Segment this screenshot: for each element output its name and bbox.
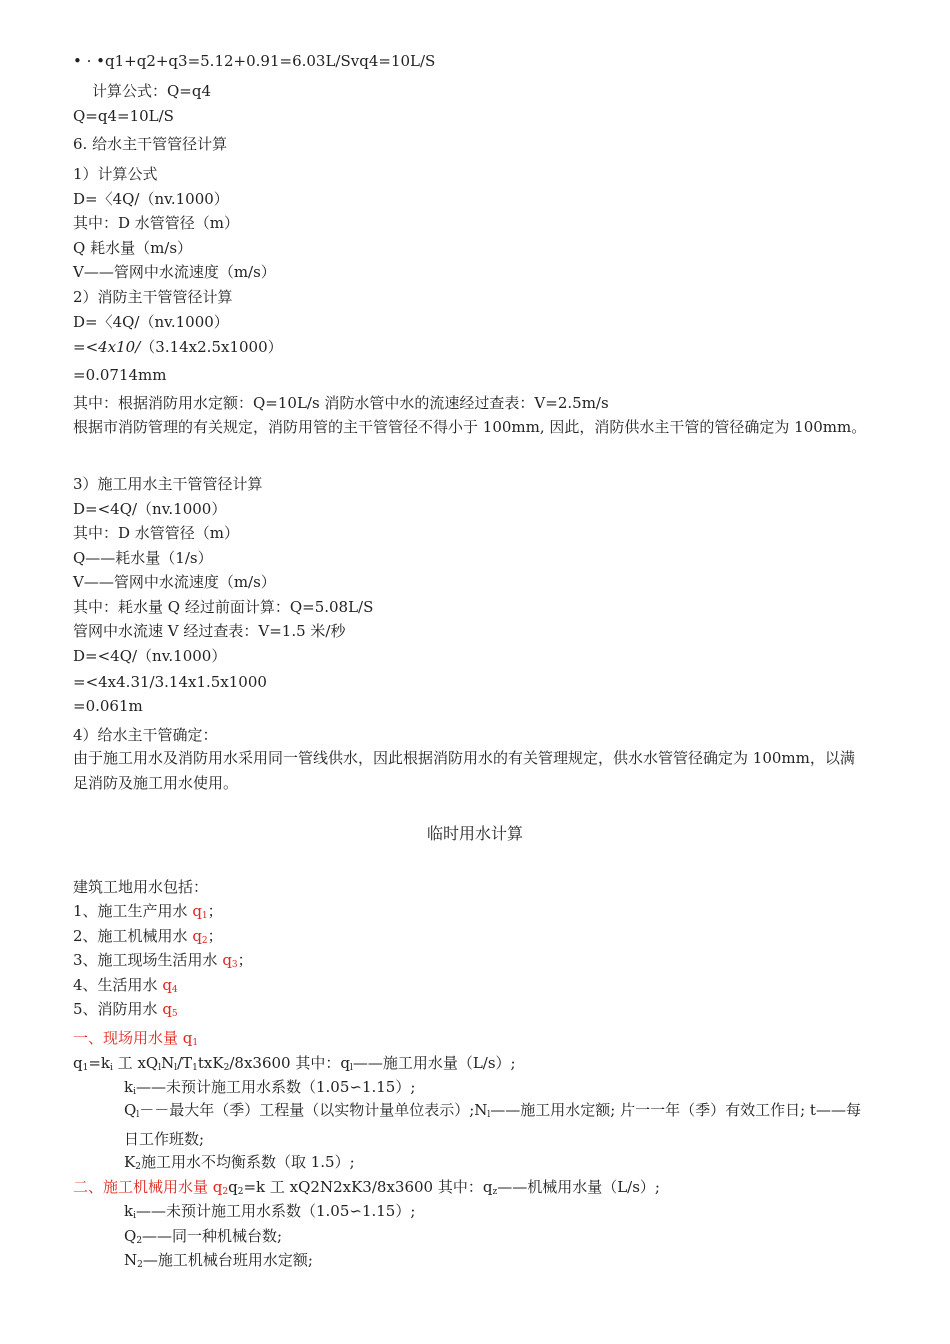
list-item: 2、施工机械用水 $q_2$；: [73, 927, 223, 946]
definition-line: $k_i——$未预计施工用水系数（1.05∽1.15）;: [124, 1202, 416, 1221]
text-line: =0.0714mm: [73, 366, 167, 384]
text-line: D=〈4Q/（nv.1000）: [73, 190, 229, 208]
text-line: V——管网中水流速度（m/s）: [73, 573, 276, 591]
text-line: Q=q4=10L/S: [73, 107, 174, 125]
formula-line: 二、施工机械用水量 $q_2q_2=k$ 工 xQ2N2xK3/8x3600 其中：$q_z——$机械用水量（L/s）;: [73, 1178, 660, 1197]
definition-line: $K_2$施工用水不均衡系数（取 1.5）;: [124, 1153, 355, 1172]
list-item: 3、施工现场生活用水 $q_3$；: [73, 951, 253, 970]
text-line: D=<4Q/（nv.1000）: [73, 500, 227, 518]
text-line: V——管网中水流速度（m/s）: [73, 263, 276, 281]
text-line: =<4x4.31/3.14x1.5x1000: [73, 673, 267, 691]
formula-fragment: =<4x10/: [73, 338, 141, 356]
text-line: [73, 337, 283, 357]
definition-line: $k_i——$未预计施工用水系数（1.05∽1.15）;: [124, 1078, 416, 1097]
section-heading: 一、现场用水量 $q_1$: [73, 1029, 199, 1048]
text-line: 计算公式：Q=q4: [92, 82, 212, 100]
definition-line: $Q_2——$同一种机械台数;: [124, 1227, 283, 1246]
text-line: • · •q1+q2+q3=5.12+0.91=6.03L/Svq4=10L/S: [73, 52, 436, 70]
paragraph: 根据市消防管理的有关规定，消防用管的主干管管径不得小于 100mm, 因此，消防供水主干管的管径确定为 100mm。: [73, 418, 867, 436]
text-line: 2）消防主干管管径计算: [73, 288, 233, 306]
text-line: Q——耗水量（1/s）: [73, 549, 213, 567]
text-line: =0.061m: [73, 697, 143, 715]
formula-line: $q_1=k_i$ 工 $xQ_lN_l/T_1txK_2/8x3600$ 其中：$q_l——$施工用水量（L/s）;: [73, 1054, 516, 1073]
text-line: 其中：耗水量 Q 经过前面计算：Q=5.08L/S: [73, 598, 374, 616]
text-line: 4）给水主干管确定：: [73, 726, 218, 744]
list-item: 4、生活用水 $q_4$: [73, 976, 178, 995]
list-item: 5、消防用水 $q_5$: [73, 1000, 178, 1019]
text-line: 建筑工地用水包括：: [73, 878, 209, 896]
section-title: 临时用水计算: [426, 824, 523, 843]
text-line: D=<4Q/（nv.1000）: [73, 647, 227, 665]
text-line: 管网中水流速 V 经过查表：V=1.5 米/秒: [73, 622, 346, 640]
text-line: 3）施工用水主干管管径计算: [73, 475, 263, 493]
definition-line: $N_2—$施工机械台班用水定额;: [124, 1251, 313, 1270]
list-item: 1、施工生产用水 $q_1$；: [73, 902, 223, 921]
text-line: 1）计算公式: [73, 165, 158, 183]
text-line: 其中：D 水管管径（m）: [73, 214, 240, 232]
formula-fragment: （3.14x2.5x1000）: [140, 338, 283, 356]
definition-paragraph: $Q_l--$最大年（季）工程量（以实物计量单位表示）$;N_l——$施工用水定额; 片一一年（季）有效工作日; t——每日工作班数;: [124, 1101, 861, 1148]
text-line: D=〈4Q/（nv.1000）: [73, 313, 229, 331]
text-line: 6. 给水主干管管径计算: [73, 135, 228, 153]
text-line: Q 耗水量（m/s）: [73, 239, 193, 257]
text-line: 其中：D 水管管径（m）: [73, 524, 240, 542]
paragraph: 由于施工用水及消防用水采用同一管线供水，因此根据消防用水的有关管理规定，供水水管管径确定为 100mm，以满足消防及施工用水使用。: [73, 749, 855, 792]
text-line: 其中：根据消防用水定额：Q=10L/s 消防水管中水的流速经过查表：V=2.5m/s: [73, 394, 609, 412]
